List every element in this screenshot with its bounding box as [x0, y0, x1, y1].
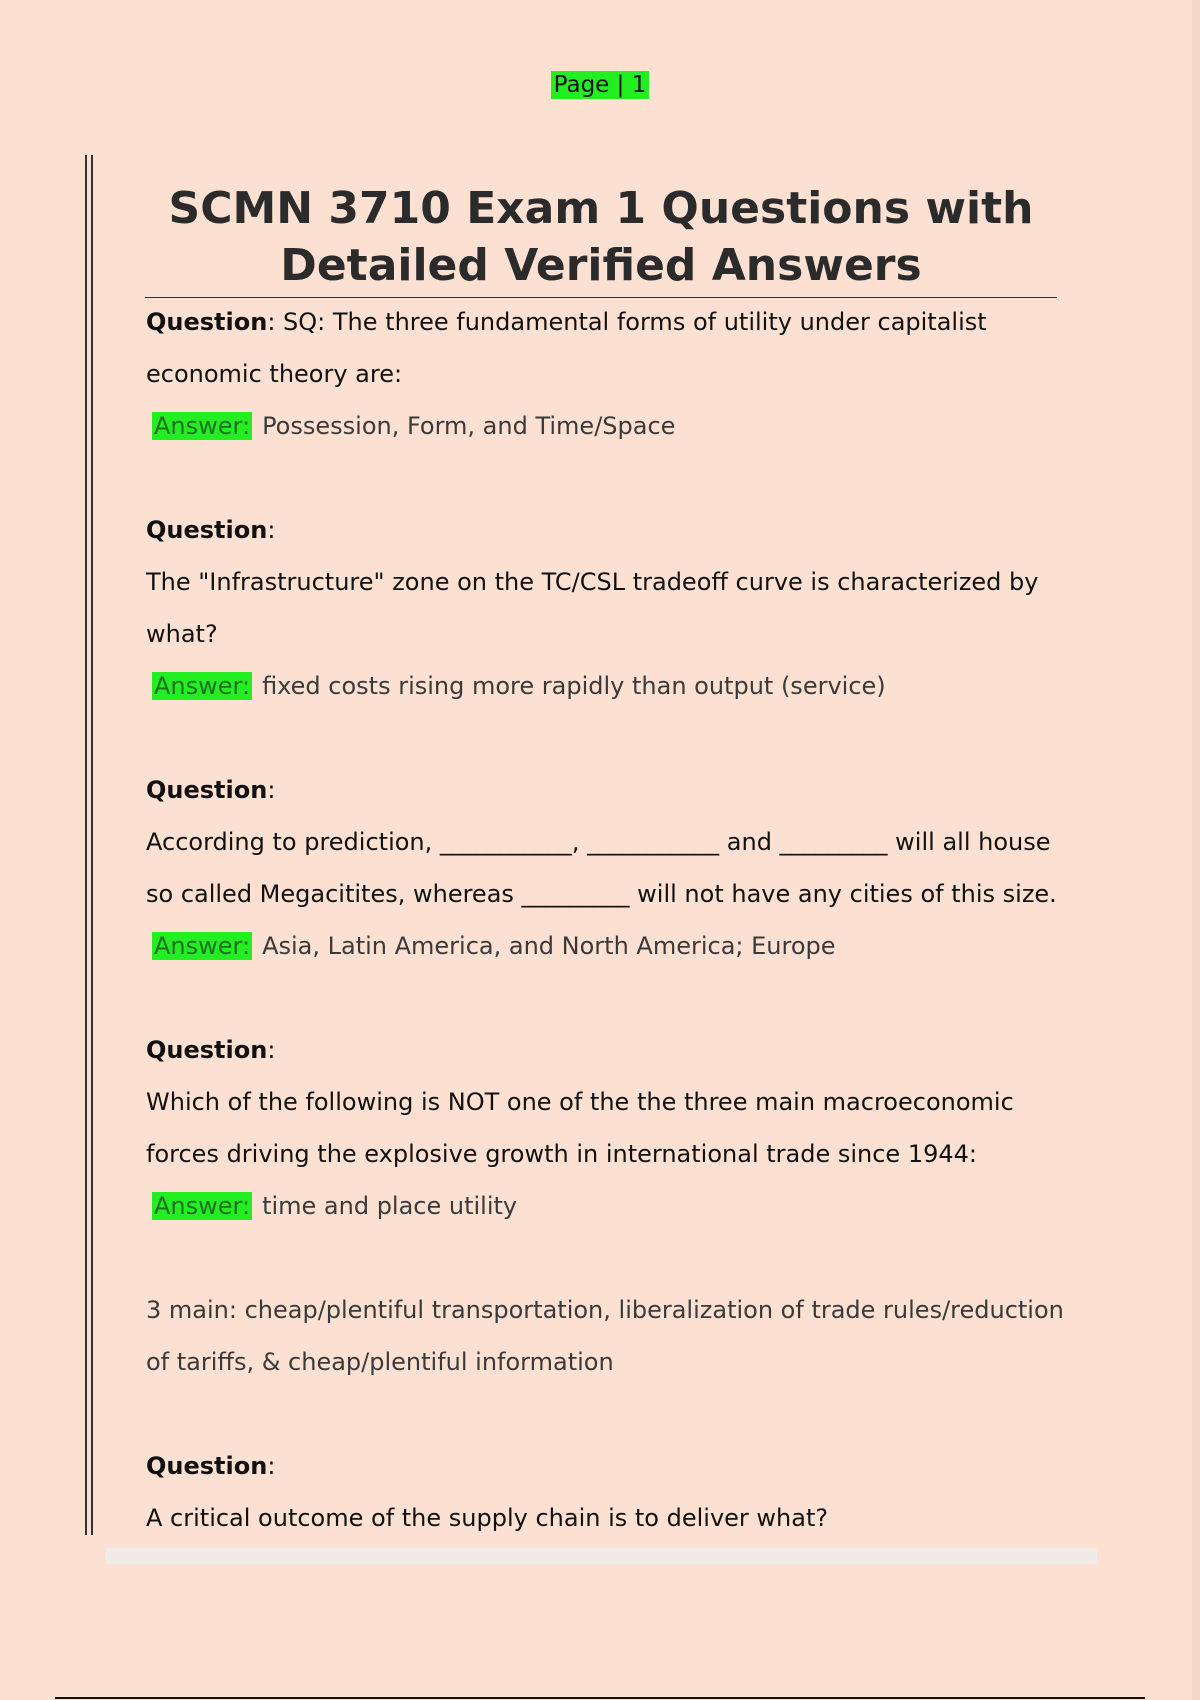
answer-label: Answer: [154, 412, 251, 440]
qa-content [146, 296, 1066, 1544]
answer-4-text: time and place utility [262, 1192, 518, 1220]
question-4-heading: Question: [146, 1036, 276, 1064]
question-3-heading: Question: [146, 776, 276, 804]
answer-4 [146, 1180, 1066, 1232]
question-label: Question [146, 1036, 268, 1064]
question-1-line-2: economic theory are: [146, 360, 403, 388]
title-line-1: SCMN 3710 Exam 1 Questions with [168, 183, 1034, 234]
answer-1-text: Possession, Form, and Time/Space [262, 412, 676, 440]
page-bottom-rule [55, 1697, 1145, 1699]
page-number-label: Page | 1 [551, 71, 650, 99]
question-label: Question [146, 308, 268, 336]
title-line-2: Detailed Verified Answers [280, 240, 922, 291]
question-label: Question [146, 516, 268, 544]
question-1-text-1: SQ: The three fundamental forms of utility under capitalist [283, 308, 987, 336]
question-label: Question [146, 776, 268, 804]
answer-4-note-line-2: of tariffs, & cheap/plentiful information [146, 1348, 614, 1376]
answer-label: Answer: [154, 672, 251, 700]
page-header [0, 72, 1200, 98]
answer-2-text: fixed costs rising more rapidly than output (service) [262, 672, 886, 700]
answer-1 [146, 400, 1066, 452]
question-3-line-1: According to prediction, ___________, ___________ and _________ will all house [146, 828, 1051, 856]
question-4-line-2: forces driving the explosive growth in international trade since 1944: [146, 1140, 977, 1168]
question-label: Question [146, 1452, 268, 1480]
question-2-line-2: what? [146, 620, 218, 648]
question-1-line-1: Question: SQ: The three fundamental forms of utility under capitalist [146, 308, 987, 336]
answer-4-note-line-1: 3 main: cheap/plentiful transportation, liberalization of trade rules/reduction [146, 1296, 1064, 1324]
question-2-line-1: The "Infrastructure" zone on the TC/CSL tradeoff curve is characterized by [146, 568, 1039, 596]
answer-2 [146, 660, 1066, 712]
question-4-line-1: Which of the following is NOT one of the the three main macroeconomic [146, 1088, 1014, 1116]
document-title [145, 180, 1057, 294]
question-5-heading: Question: [146, 1452, 276, 1480]
bottom-scroll-bar [105, 1548, 1097, 1564]
question-5-line-1: A critical outcome of the supply chain is to deliver what? [146, 1504, 829, 1532]
answer-3 [146, 920, 1066, 972]
answer-label: Answer: [154, 1192, 251, 1220]
right-edge-shade [1192, 0, 1200, 1700]
left-page-border [85, 155, 93, 1535]
answer-label: Answer: [154, 932, 251, 960]
question-3-line-2: so called Megacitites, whereas _________ will not have any cities of this size. [146, 880, 1057, 908]
answer-3-text: Asia, Latin America, and North America; Europe [262, 932, 836, 960]
question-2-heading: Question: [146, 516, 276, 544]
